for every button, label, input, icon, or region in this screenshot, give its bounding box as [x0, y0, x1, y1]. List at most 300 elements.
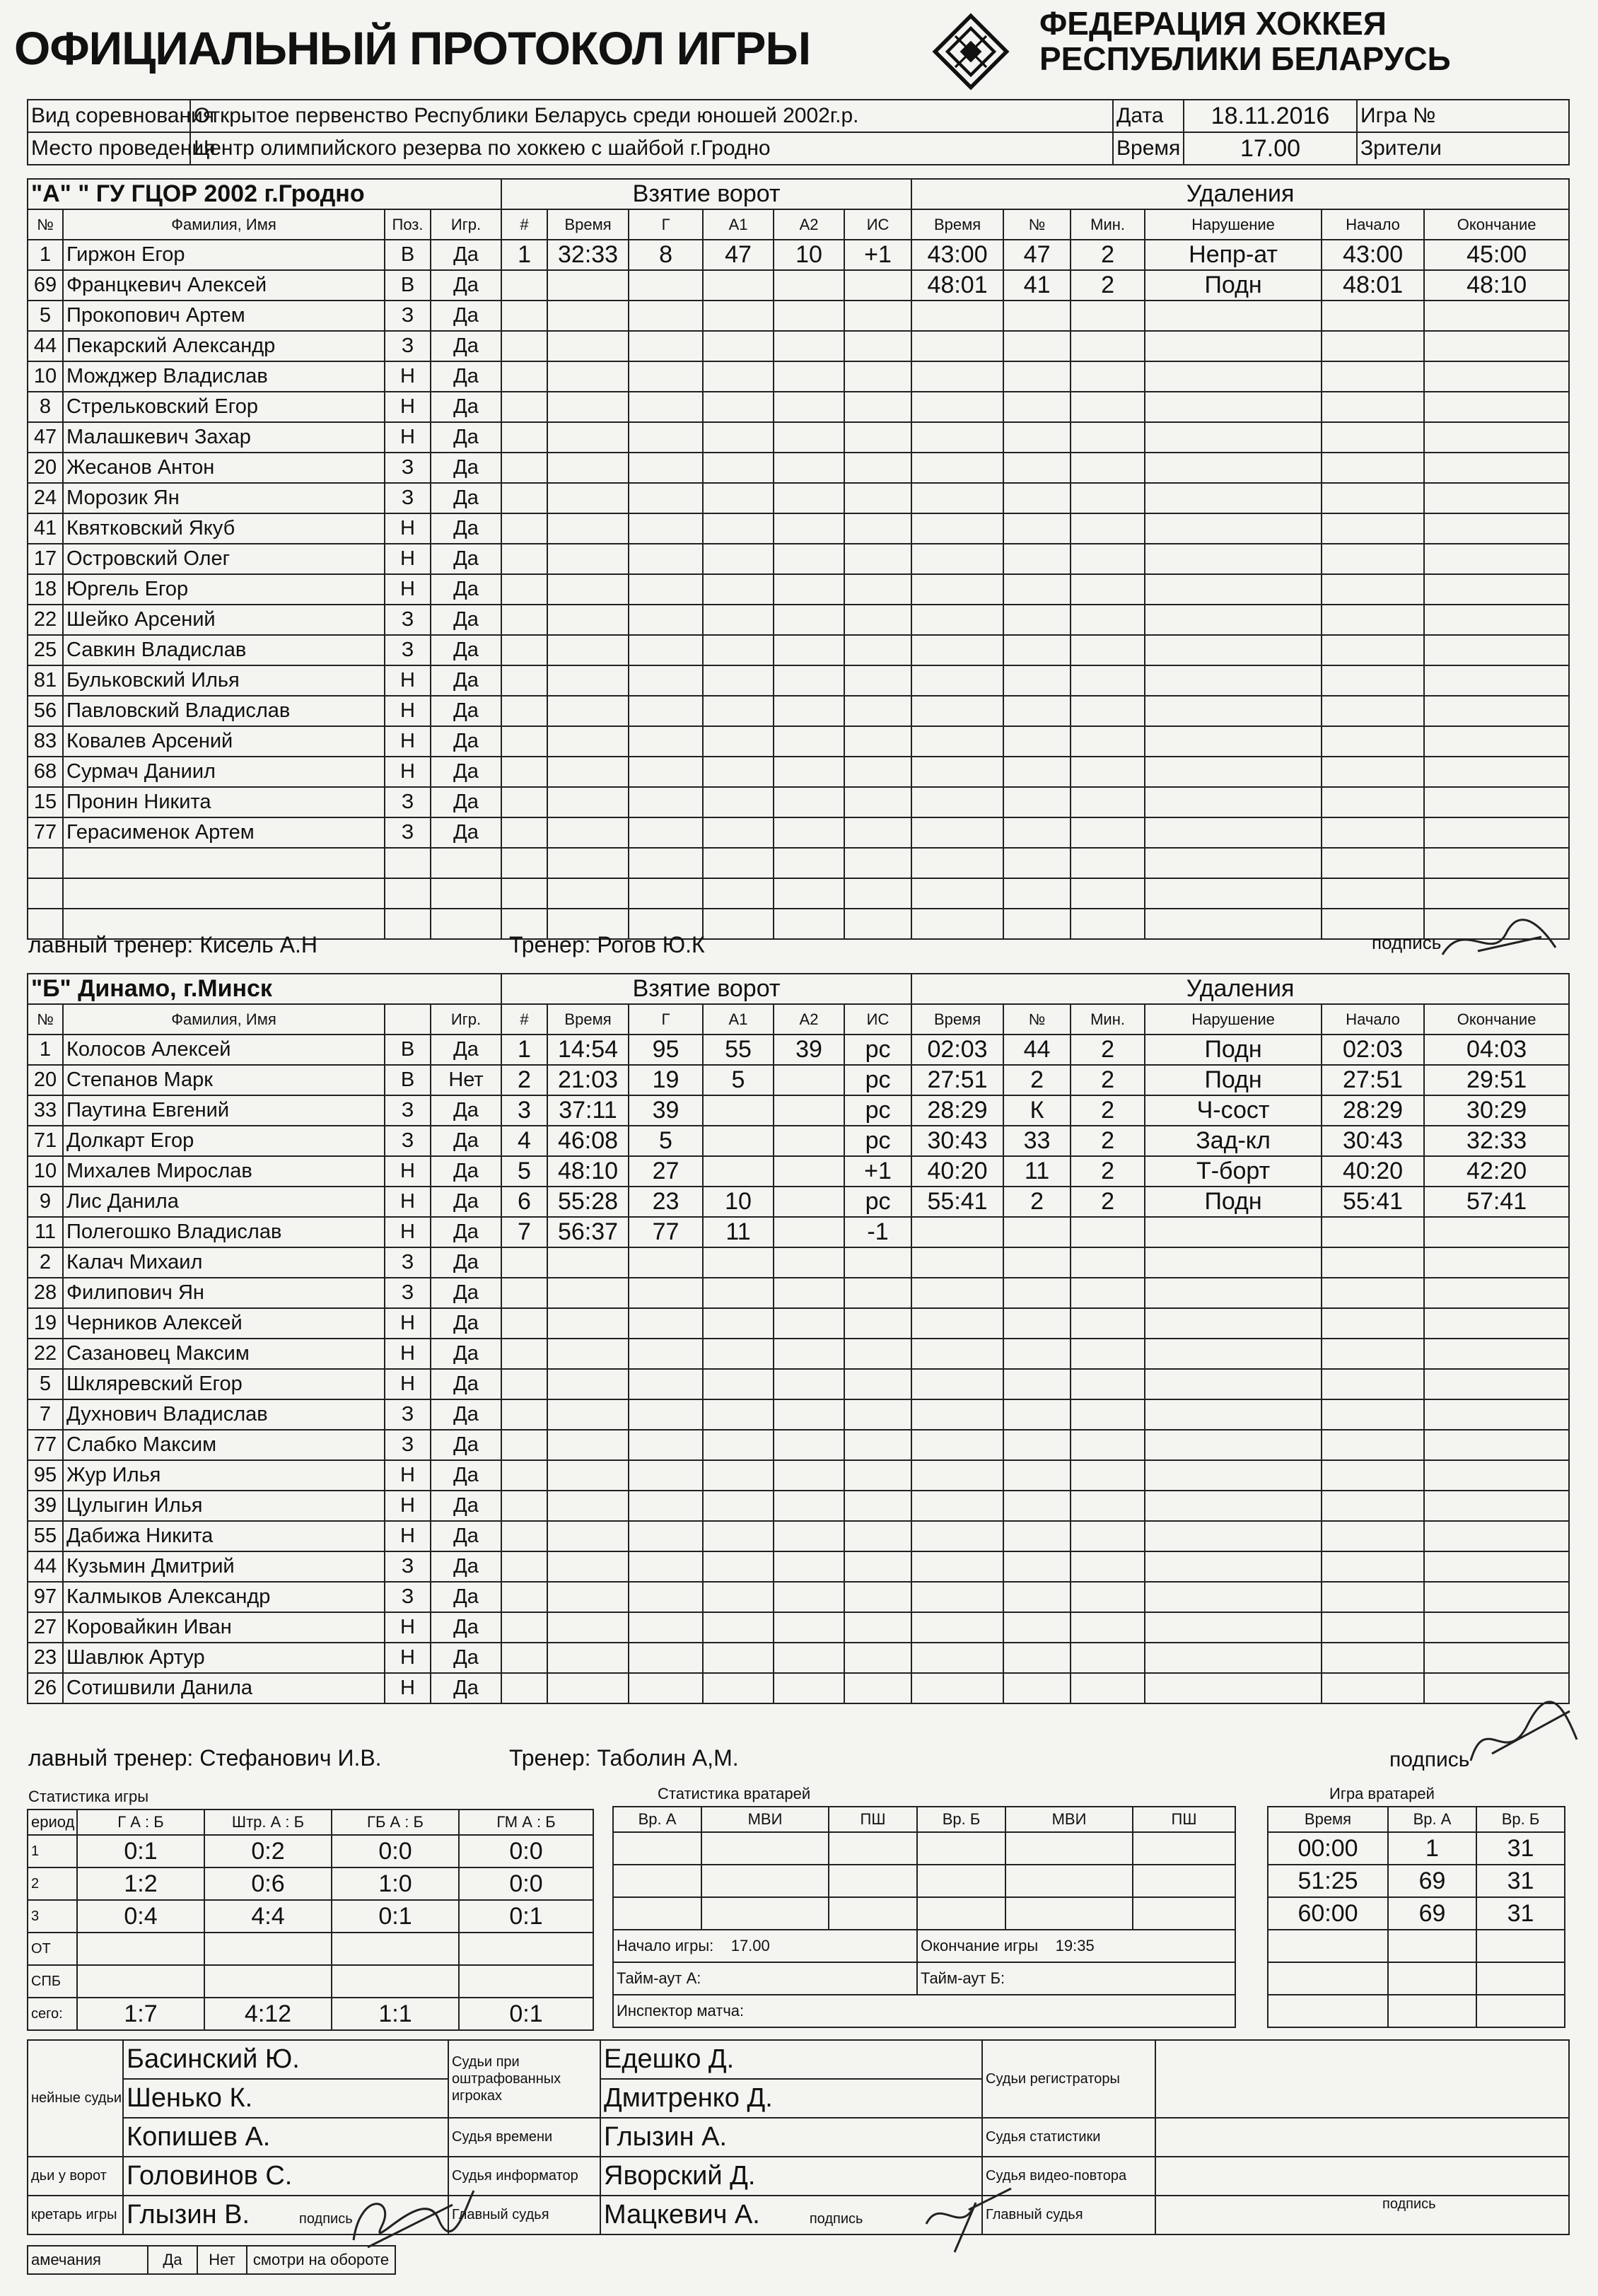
col-goal-scorer-header: Г	[629, 1004, 703, 1035]
match-inspector: Инспектор матча:	[613, 1995, 1235, 2027]
player-number: 22	[28, 605, 63, 635]
player-position: Н	[385, 513, 431, 544]
goal-assist-1	[703, 1156, 774, 1187]
goalie-play-table	[1267, 1806, 1565, 2028]
game-stat-value: 0:0	[459, 1835, 593, 1867]
penalty-violation: Подн	[1145, 1035, 1322, 1065]
competition-value: Открытое первенство Республики Беларусь среди юношей 2002г.р.	[190, 100, 1113, 132]
game-stats-title: Статистика игры	[28, 1788, 149, 1805]
penalty-end: 04:03	[1424, 1035, 1569, 1065]
player-number: 39	[28, 1491, 63, 1521]
player-name: Шкляревский Егор	[63, 1369, 385, 1399]
table-row	[28, 1430, 1569, 1460]
player-position: З	[385, 301, 431, 331]
table-row	[28, 331, 1569, 361]
goal-assist-2	[774, 1126, 844, 1156]
team-a-head-coach: лавный тренер: Кисель А.Н	[28, 932, 318, 957]
game-stats-col-header: ГМ А : Б	[459, 1810, 593, 1835]
penalty-start: 30:43	[1322, 1126, 1424, 1156]
penalty-start: 48:01	[1322, 270, 1424, 301]
player-played: Да	[431, 1551, 501, 1582]
goal-situation: +1	[844, 1156, 911, 1187]
table-row	[28, 817, 1569, 848]
penalty-end: 30:29	[1424, 1095, 1569, 1126]
player-name: Стрельковский Егор	[63, 392, 385, 422]
col-pen-end-header: Окончание	[1424, 1004, 1569, 1035]
goalie-play-value: 31	[1476, 1832, 1565, 1865]
player-position: Н	[385, 1460, 431, 1491]
goal-situation: -1	[844, 1217, 911, 1247]
player-name: Сурмач Даниил	[63, 757, 385, 787]
game-stat-value: 0:2	[204, 1835, 332, 1867]
player-name: Островский Олег	[63, 544, 385, 574]
team-b-goals-title: Взятие ворот	[501, 974, 911, 1004]
game-stat-value: 0:4	[77, 1900, 204, 1933]
table-row	[28, 1217, 1569, 1247]
game-stat-value: 0:1	[459, 1900, 593, 1933]
team-b-coach: Тренер: Таболин А,М.	[509, 1745, 739, 1771]
penalty-end: 29:51	[1424, 1065, 1569, 1095]
secretary-label: кретарь игры	[28, 2196, 123, 2234]
player-name: Пронин Никита	[63, 787, 385, 817]
team-b-sign-label: подпись	[1389, 1748, 1470, 1771]
penalty-minutes: 2	[1071, 1187, 1145, 1217]
player-name: Цулыгин Илья	[63, 1491, 385, 1521]
game-stat-value	[332, 1933, 459, 1965]
player-name: Сотишвили Данила	[63, 1673, 385, 1703]
goalie-stats-col-header: Вр. А	[613, 1807, 701, 1832]
player-position: В	[385, 270, 431, 301]
player-number: 7	[28, 1399, 63, 1430]
table-row	[28, 301, 1569, 331]
player-number: 69	[28, 270, 63, 301]
period-label: 3	[28, 1900, 77, 1933]
penalty-start: 27:51	[1322, 1065, 1424, 1095]
period-label: 1	[28, 1835, 77, 1867]
table-row	[28, 270, 1569, 301]
game-start	[613, 1930, 917, 1962]
team-b-signature	[1464, 1697, 1584, 1775]
player-played: Да	[431, 270, 501, 301]
time-value: 17.00	[1184, 132, 1357, 165]
player-number: 9	[28, 1187, 63, 1217]
player-number: 27	[28, 1612, 63, 1643]
player-played: Да	[431, 1430, 501, 1460]
goal-situation: рс	[844, 1035, 911, 1065]
penalty-time: 27:51	[911, 1065, 1003, 1095]
player-played: Да	[431, 1126, 501, 1156]
linesman-3: Копишев А.	[123, 2118, 448, 2157]
game-stat-value	[459, 1933, 593, 1965]
col-goal-time-header: Время	[547, 1004, 629, 1035]
player-played: Да	[431, 301, 501, 331]
goalie-play-value: 31	[1476, 1865, 1565, 1897]
player-name: Морозик Ян	[63, 483, 385, 513]
col-played-header: Игр.	[431, 1004, 501, 1035]
goal-assist-2	[774, 1095, 844, 1126]
player-played: Да	[431, 513, 501, 544]
timeout-a: Тайм-аут А:	[613, 1962, 917, 1995]
linesman-2: Шенько К.	[123, 2079, 448, 2118]
player-name: Калмыков Александр	[63, 1582, 385, 1612]
table-row	[28, 726, 1569, 757]
player-name: Михалев Мирослав	[63, 1156, 385, 1187]
col-pen-viol-header: Нарушение	[1145, 1004, 1322, 1035]
table-row	[28, 757, 1569, 787]
player-name: Савкин Владислав	[63, 635, 385, 665]
goal-time: 55:28	[547, 1187, 629, 1217]
player-position: В	[385, 1035, 431, 1065]
player-name: Павловский Владислав	[63, 696, 385, 726]
col-goal-is-header: ИС	[844, 209, 911, 240]
secretary-sign-label: подпись	[299, 2211, 353, 2227]
game-stat-value: 0:1	[459, 1998, 593, 2030]
table-row	[28, 1095, 1569, 1126]
goal-time: 21:03	[547, 1065, 629, 1095]
col-name-header: Фамилия, Имя	[63, 1004, 385, 1035]
penalty-start: 55:41	[1322, 1187, 1424, 1217]
video-judge-label: Судья видео-повтора	[982, 2157, 1155, 2196]
player-played: Да	[431, 1095, 501, 1126]
table-row	[28, 696, 1569, 726]
date-label: Дата	[1113, 100, 1184, 132]
goalie-play-value: 69	[1388, 1897, 1476, 1930]
player-name: Кузьмин Дмитрий	[63, 1551, 385, 1582]
game-stat-value: 1:7	[77, 1998, 204, 2030]
timeout-b: Тайм-аут Б:	[917, 1962, 1235, 1995]
table-row	[1268, 1995, 1565, 2027]
game-stat-value: 0:0	[332, 1835, 459, 1867]
player-number: 24	[28, 483, 63, 513]
table-row	[28, 483, 1569, 513]
player-name: Колосов Алексей	[63, 1035, 385, 1065]
game-stat-value: 1:0	[332, 1867, 459, 1900]
goal-scorer: 77	[629, 1217, 703, 1247]
penalty-time: 02:03	[911, 1035, 1003, 1065]
player-name: Бульковский Илья	[63, 665, 385, 696]
linesman-1: Басинский Ю.	[123, 2040, 448, 2079]
player-number: 44	[28, 1551, 63, 1582]
player-position: Н	[385, 665, 431, 696]
player-name: Жесанов Антон	[63, 453, 385, 483]
game-stats-col-header: ГБ А : Б	[332, 1810, 459, 1835]
table-row	[28, 848, 1569, 878]
table-row	[1268, 1832, 1565, 1865]
game-stat-value	[459, 1965, 593, 1998]
penalty-time: 28:29	[911, 1095, 1003, 1126]
penalty-minutes: 2	[1071, 1156, 1145, 1187]
team-b-table	[27, 973, 1570, 1704]
team-b-head-coach: лавный тренер: Стефанович И.В.	[28, 1745, 382, 1771]
goal-assist-1: 47	[703, 240, 774, 270]
player-number: 71	[28, 1126, 63, 1156]
player-played: Да	[431, 696, 501, 726]
player-position: З	[385, 1582, 431, 1612]
player-name: Жур Илья	[63, 1460, 385, 1491]
period-label: 2	[28, 1867, 77, 1900]
player-played: Да	[431, 1673, 501, 1703]
player-played: Да	[431, 1460, 501, 1491]
player-position: Н	[385, 1491, 431, 1521]
team-b-name: "Б" Динамо, г.Минск	[28, 974, 501, 1004]
game-end-value: 19:35	[1055, 1937, 1095, 1954]
col-goal-scorer-header: Г	[629, 209, 703, 240]
player-position: З	[385, 1551, 431, 1582]
penalty-violation: Ч-сост	[1145, 1095, 1322, 1126]
goal-assist-1	[703, 1126, 774, 1156]
player-name: Лис Данила	[63, 1187, 385, 1217]
player-number: 22	[28, 1339, 63, 1369]
player-played: Да	[431, 605, 501, 635]
player-number: 25	[28, 635, 63, 665]
table-row	[28, 1278, 1569, 1308]
player-position: Н	[385, 422, 431, 453]
player-position: Н	[385, 1187, 431, 1217]
player-name: Полегошко Владислав	[63, 1217, 385, 1247]
player-name: Шавлюк Артур	[63, 1643, 385, 1673]
table-row	[28, 1460, 1569, 1491]
penalty-start: 40:20	[1322, 1156, 1424, 1187]
player-position: З	[385, 605, 431, 635]
table-row	[28, 513, 1569, 544]
player-position: Н	[385, 726, 431, 757]
player-played: Да	[431, 1217, 501, 1247]
goalie-play-value: 1	[1388, 1832, 1476, 1865]
player-played: Да	[431, 1399, 501, 1430]
player-played: Да	[431, 1156, 501, 1187]
table-row	[28, 1399, 1569, 1430]
player-number: 95	[28, 1460, 63, 1491]
col-played-header: Игр.	[431, 209, 501, 240]
team-a-signature	[1435, 912, 1563, 969]
player-name: Коровайкин Иван	[63, 1612, 385, 1643]
competition-label: Вид соревнования	[28, 100, 190, 132]
player-name: Ковалев Арсений	[63, 726, 385, 757]
informer-label: Судья информатор	[448, 2157, 600, 2196]
remarks-label: амечания	[28, 2246, 148, 2274]
goalie-stats-col-header: МВИ	[1005, 1807, 1133, 1832]
table-row	[28, 240, 1569, 270]
table-row	[28, 1156, 1569, 1187]
game-stats-header	[28, 1810, 593, 1835]
player-number: 17	[28, 544, 63, 574]
player-number: 1	[28, 1035, 63, 1065]
penalty-player: 47	[1003, 240, 1071, 270]
player-played: Да	[431, 574, 501, 605]
table-row	[1268, 1930, 1565, 1962]
penalty-minutes: 2	[1071, 1065, 1145, 1095]
penalty-violation: Зад-кл	[1145, 1126, 1322, 1156]
player-played: Да	[431, 1035, 501, 1065]
page-title: ОФИЦИАЛЬНЫЙ ПРОТОКОЛ ИГРЫ	[14, 22, 811, 74]
player-position: Н	[385, 574, 431, 605]
player-number: 15	[28, 787, 63, 817]
goal-time: 46:08	[547, 1126, 629, 1156]
penalty-minutes: 2	[1071, 1126, 1145, 1156]
table-row	[28, 361, 1569, 392]
player-played: Да	[431, 1308, 501, 1339]
player-number: 26	[28, 1673, 63, 1703]
player-position: З	[385, 1095, 431, 1126]
spectators-label: Зрители	[1357, 132, 1569, 165]
match-info-table	[27, 99, 1570, 165]
penalty-start: 02:03	[1322, 1035, 1424, 1065]
table-row	[28, 1643, 1569, 1673]
table-row	[28, 1933, 593, 1965]
table-row	[28, 1126, 1569, 1156]
player-number: 23	[28, 1643, 63, 1673]
period-label: сего:	[28, 1998, 77, 2030]
informer: Яворский Д.	[600, 2157, 982, 2196]
player-name: Черников Алексей	[63, 1308, 385, 1339]
goal-scorer: 8	[629, 240, 703, 270]
goal-scorer: 23	[629, 1187, 703, 1217]
goalie-stats-col-header: МВИ	[701, 1807, 829, 1832]
player-number: 28	[28, 1278, 63, 1308]
goalie-play-col-header: Вр. А	[1388, 1807, 1476, 1832]
penalty-end: 42:20	[1424, 1156, 1569, 1187]
table-row	[28, 1187, 1569, 1217]
table-row	[28, 787, 1569, 817]
table-row	[28, 1551, 1569, 1582]
penalty-minutes: 2	[1071, 240, 1145, 270]
table-row	[1268, 1897, 1565, 1930]
player-name: Сазановец Максим	[63, 1339, 385, 1369]
col-pen-no-header: №	[1003, 1004, 1071, 1035]
goal-number: 2	[501, 1065, 547, 1095]
federation-line1: ФЕДЕРАЦИЯ ХОККЕЯ	[1039, 5, 1387, 42]
goal-assist-2	[774, 1156, 844, 1187]
col-name-header: Фамилия, Имя	[63, 209, 385, 240]
penalty-time: 55:41	[911, 1187, 1003, 1217]
player-number: 44	[28, 331, 63, 361]
linesmen-label: нейные судьи	[28, 2040, 123, 2157]
player-number: 8	[28, 392, 63, 422]
goal-scorer: 5	[629, 1126, 703, 1156]
player-position: З	[385, 1399, 431, 1430]
col-pen-end-header: Окончание	[1424, 209, 1569, 240]
player-number: 41	[28, 513, 63, 544]
table-row	[28, 422, 1569, 453]
team-a-goals-title: Взятие ворот	[501, 179, 911, 209]
col-goal-n-header: #	[501, 209, 547, 240]
player-position: З	[385, 1430, 431, 1460]
player-number: 5	[28, 1369, 63, 1399]
penalty-minutes: 2	[1071, 270, 1145, 301]
table-row	[28, 1965, 593, 1998]
main-ref-label: Главный судья	[982, 2196, 1155, 2234]
goal-scorer: 19	[629, 1065, 703, 1095]
team-a-sign-label: подпись	[1372, 932, 1442, 953]
player-position: З	[385, 787, 431, 817]
player-played: Да	[431, 1643, 501, 1673]
team-a-penalties-title: Удаления	[911, 179, 1569, 209]
penalty-end: 57:41	[1424, 1187, 1569, 1217]
goal-scorer: 27	[629, 1156, 703, 1187]
player-played: Нет	[431, 1065, 501, 1095]
player-played: Да	[431, 757, 501, 787]
table-row	[28, 453, 1569, 483]
officials-table	[27, 2039, 1570, 2235]
goal-number: 7	[501, 1217, 547, 1247]
federation-name	[1039, 6, 1451, 76]
goal-scorer: 95	[629, 1035, 703, 1065]
venue-label: Место проведения	[28, 132, 190, 165]
game-start-label: Начало игры:	[617, 1937, 714, 1954]
player-number: 20	[28, 453, 63, 483]
goalie-play-value: 31	[1476, 1897, 1565, 1930]
player-played: Да	[431, 665, 501, 696]
penalty-violation: Непр-ат	[1145, 240, 1322, 270]
player-number: 2	[28, 1247, 63, 1278]
player-played: Да	[431, 1612, 501, 1643]
col-goal-is-header: ИС	[844, 1004, 911, 1035]
penalty-player: 2	[1003, 1187, 1071, 1217]
player-position: Н	[385, 1612, 431, 1643]
goal-situation: рс	[844, 1095, 911, 1126]
remarks-see-reverse: смотри на обороте	[247, 2246, 395, 2274]
col-no-header: №	[28, 209, 63, 240]
game-stat-value: 0:6	[204, 1867, 332, 1900]
game-stat-value	[204, 1933, 332, 1965]
player-played: Да	[431, 1278, 501, 1308]
goal-number: 1	[501, 1035, 547, 1065]
player-number: 1	[28, 240, 63, 270]
penalty-violation: Подн	[1145, 270, 1322, 301]
table-row	[28, 1612, 1569, 1643]
player-number: 20	[28, 1065, 63, 1095]
player-position: Н	[385, 1369, 431, 1399]
goalie-play-value: 51:25	[1268, 1865, 1388, 1897]
team-a-table	[27, 178, 1570, 940]
player-position: Н	[385, 361, 431, 392]
player-name: Степанов Марк	[63, 1065, 385, 1095]
player-name: Квятковский Якуб	[63, 513, 385, 544]
game-stats-col-header: Г А : Б	[77, 1810, 204, 1835]
time-judge-label: Судья времени	[448, 2118, 600, 2157]
game-stat-value: 1:2	[77, 1867, 204, 1900]
game-stat-value	[77, 1933, 204, 1965]
player-position: З	[385, 453, 431, 483]
penalty-player: 11	[1003, 1156, 1071, 1187]
player-played: Да	[431, 361, 501, 392]
player-position: Н	[385, 1156, 431, 1187]
player-number: 77	[28, 1430, 63, 1460]
player-name: Пекарский Александр	[63, 331, 385, 361]
game-stat-value: 0:1	[77, 1835, 204, 1867]
player-position: З	[385, 635, 431, 665]
penalty-time: 48:01	[911, 270, 1003, 301]
penalty-end: 45:00	[1424, 240, 1569, 270]
penalty-judge-2: Дмитренко Д.	[600, 2079, 982, 2118]
game-stat-value: 4:4	[204, 1900, 332, 1933]
player-name: Можджер Владислав	[63, 361, 385, 392]
goal-assist-1: 10	[703, 1187, 774, 1217]
remarks-no: Нет	[197, 2246, 247, 2274]
goalie-stats-col-header: ПШ	[829, 1807, 917, 1832]
penalty-player: 33	[1003, 1126, 1071, 1156]
goal-assist-2: 39	[774, 1035, 844, 1065]
penalty-violation: Подн	[1145, 1187, 1322, 1217]
game-no-label: Игра №	[1357, 100, 1569, 132]
chief-sign-label: подпись	[809, 2211, 863, 2227]
goal-assist-2	[774, 1217, 844, 1247]
goalie-play-value: 00:00	[1268, 1832, 1388, 1865]
table-row	[28, 1835, 593, 1867]
goal-situation: рс	[844, 1187, 911, 1217]
player-position: З	[385, 817, 431, 848]
federation-logo-icon	[932, 13, 1010, 91]
